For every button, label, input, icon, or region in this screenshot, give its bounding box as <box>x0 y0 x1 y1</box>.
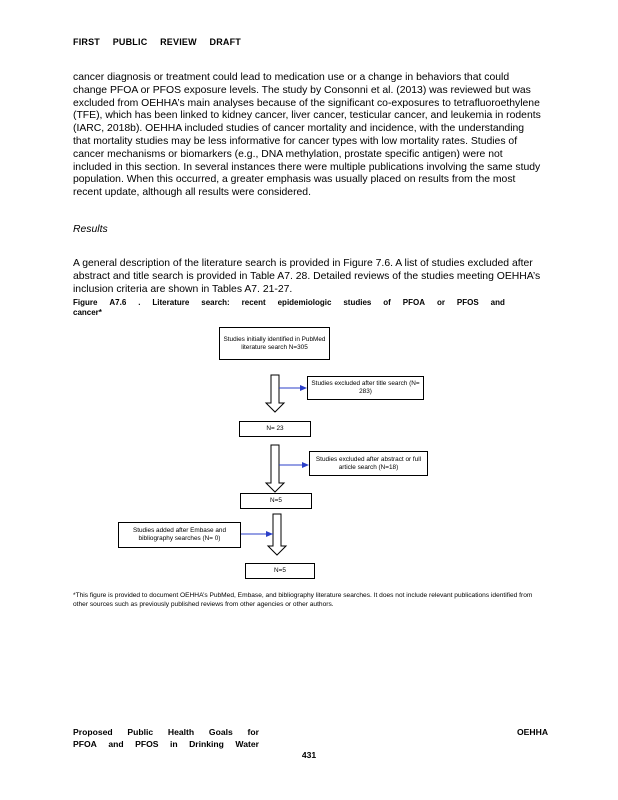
caption-word: Literature <box>152 298 190 307</box>
caption-line-2: cancer* <box>73 308 102 317</box>
footer-word: PFOS <box>135 739 159 749</box>
footer-word: for <box>247 727 259 737</box>
caption-word: of <box>383 298 391 307</box>
page-footer <box>73 726 549 750</box>
caption-word: Figure <box>73 298 98 307</box>
flow-box-excluded-abstract: Studies excluded after abstract or full article search (N=18) <box>309 451 428 476</box>
footer-word: Health <box>167 727 195 737</box>
flow-box-n5-final: N=5 <box>245 563 315 579</box>
caption-word: or <box>436 298 445 307</box>
arrowhead <box>300 385 307 391</box>
caption-word: epidemiologic <box>277 298 332 307</box>
arrowhead <box>266 531 273 537</box>
footer-word: Proposed <box>73 727 113 737</box>
flow-box-excluded-title: Studies excluded after title search (N= 283) <box>307 376 424 400</box>
results-heading: Results <box>73 224 108 235</box>
flow-box-identified: Studies initially identified in PubMed literature search N=305 <box>219 327 330 360</box>
footer-word: in <box>169 739 178 749</box>
flow-box-added: Studies added after Embase and bibliography searches (N= 0) <box>118 522 241 548</box>
footer-word: Goals <box>208 727 233 737</box>
footer-word: Drinking <box>189 739 224 749</box>
caption-word: and <box>490 298 505 307</box>
flow-box-n5: N=5 <box>240 493 312 509</box>
footer-agency: OEHHA <box>517 727 549 737</box>
caption-word: . <box>138 298 141 307</box>
caption-word: PFOS <box>456 298 479 307</box>
footer-title-line-1 <box>73 726 259 738</box>
figure-footnote: *This figure is provided to document OEHHA’s PubMed, Embase, and bibliography literature searches. It does not include relevant publications identified from other sources such as previously published reviews from other agencies or other authors. <box>73 592 533 608</box>
caption-word: A7.6 <box>109 298 127 307</box>
paragraph-text: A general description of the literature search is provided in Figure 7.6. A list of studies excluded after abstract and title search is provided in Table A7. 28. Detailed reviews of the studies meeting OEHHA’s inclusion criteria are shown in Tables A7. 21-27. <box>73 258 541 295</box>
footer-word: Public <box>127 727 154 737</box>
draft-header: FIRST PUBLIC REVIEW DRAFT <box>73 37 241 47</box>
caption-word: studies <box>343 298 372 307</box>
caption-word: search: <box>201 298 230 307</box>
page-number: 431 <box>301 750 317 760</box>
footer-word: Water <box>235 739 259 749</box>
footer-title-line-2 <box>73 738 259 750</box>
paragraph-text: cancer diagnosis or treatment could lead to medication use or a change in behaviors that could change PFOA or PFOS exposure levels. The study by Consonni et al. (2013) was reviewed but was excluded from OEHHA’s main analyses because of the significant co-exposures to tetrafluoroethylene (TFE), which has been linked to kidney cancer, liver cancer, testicular cancer, and leukemia in rodents (IARC, 2018b). OEHHA included studies of cancer mortality and incidence, with the understanding that mortality studies may be less informative for cancer types with low mortality rates. Studies of cancer mechanisms or biomarkers (e.g., DNA methylation, prostate specific antigen) were not included in this section. In several instances there were multiple publications involving the same study population. When this occurred, a greater emphasis was usually placed on results from the most recent update, although all results were considered. <box>73 72 541 199</box>
caption-word: recent <box>241 298 266 307</box>
down-arrow <box>266 375 284 412</box>
caption-word: PFOA <box>402 298 426 307</box>
footer-word: PFOA <box>73 739 97 749</box>
down-arrow <box>266 445 284 492</box>
arrowhead <box>302 462 309 468</box>
footer-word: and <box>108 739 124 749</box>
flow-box-n23: N= 23 <box>239 421 311 437</box>
